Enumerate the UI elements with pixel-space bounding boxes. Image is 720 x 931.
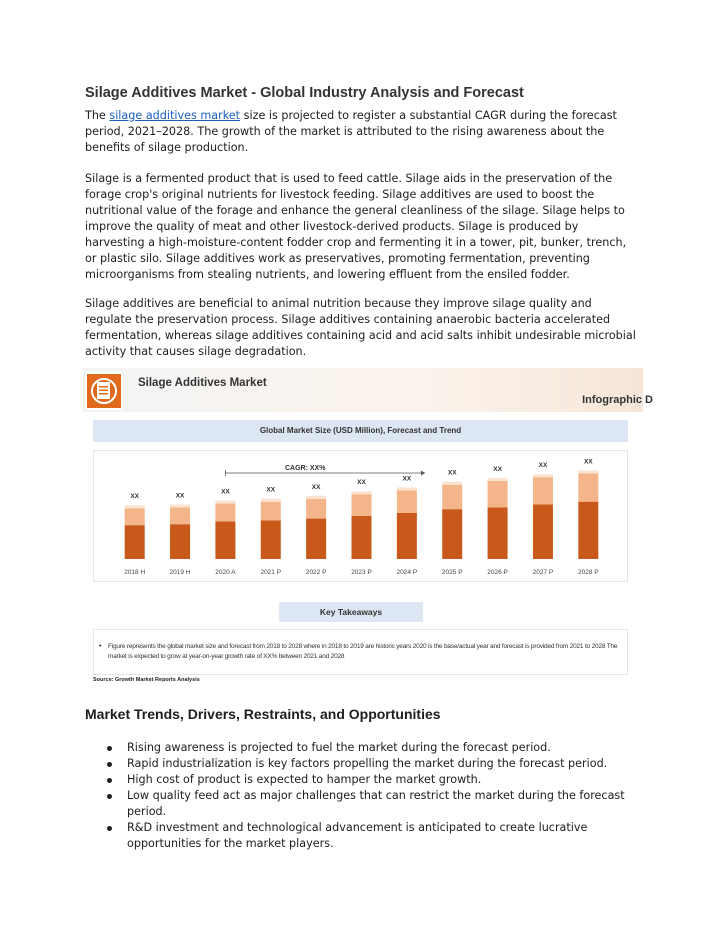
bullet-icon [107, 778, 112, 783]
data-label: XX [266, 486, 276, 494]
data-label: XX [357, 479, 366, 487]
infographic-title: Silage Additives Market [138, 377, 267, 389]
data-label: XX [493, 465, 502, 473]
data-label: XX [583, 458, 593, 466]
bar-segment-dark [397, 513, 417, 559]
bar-segment-dark [170, 524, 190, 559]
bar-segment-dark [533, 504, 553, 559]
infographic-subtitle: Infographic D [582, 394, 653, 406]
x-tick-label: 2019 H [169, 569, 191, 576]
x-tick-label: 2027 P [532, 569, 554, 576]
key-takeaways-box [93, 629, 628, 675]
cagr-arrow-head [421, 471, 425, 476]
bullet-icon [107, 762, 112, 767]
market-size-chart [93, 450, 628, 582]
infographic-header [83, 368, 653, 412]
bar-chart-svg [94, 451, 629, 583]
section-heading: Market Trends, Drivers, Restraints, and Opportunities [85, 706, 441, 722]
cagr-annotation: CAGR: XX% [284, 465, 326, 472]
data-label: XX [311, 483, 321, 491]
bar-segment-light [578, 473, 598, 501]
x-tick-label: 2020 A [215, 569, 236, 576]
bar-segment-light [125, 508, 145, 525]
intro-prefix: The [85, 109, 110, 122]
bar-segment-dark [306, 519, 326, 559]
list-item [85, 788, 645, 820]
bullet-icon [107, 746, 112, 751]
bar-segment-dark [125, 525, 145, 559]
document-icon [85, 372, 123, 410]
x-tick-label: 2022 P [305, 569, 327, 576]
bar-segment-dark [215, 521, 235, 559]
x-tick-label: 2028 P [578, 569, 599, 576]
key-takeaways-label: Key Takeaways [279, 602, 423, 622]
bar-cap [261, 499, 281, 502]
page-title: Silage Additives Market - Global Industry Analysis and Forecast [85, 85, 524, 101]
list-item-text: R&D investment and technological advancement is anticipated to create lucrative opportunities for the market players. [127, 821, 588, 850]
list-item-text: Rising awareness is projected to fuel the market during the forecast period. [127, 741, 551, 754]
intro-suffix: size is projected to register a substantial CAGR during the forecast period, 2021–2028. The growth of the market is attributed to the rising awareness about the benefits of silage production. [85, 109, 617, 154]
bar-segment-light [261, 502, 281, 521]
bar-segment-dark [352, 516, 372, 559]
silage-additives-market-link[interactable]: silage additives market [109, 109, 241, 122]
bar-cap [488, 478, 508, 481]
intro-paragraph [85, 108, 637, 156]
list-item [85, 820, 645, 852]
x-tick-label: 2025 P [441, 569, 463, 576]
list-item-text: Rapid industrialization is key factors propelling the market during the forecast period. [127, 757, 608, 770]
bar-segment-light [533, 477, 553, 504]
bullet-icon [107, 794, 112, 799]
list-item-text: High cost of product is expected to hamper the market growth. [127, 773, 482, 786]
x-tick-label: 2024 P [396, 569, 418, 576]
list-item [85, 740, 645, 756]
key-takeaway-text: Figure represents the global market size and forecast from 2018 to 2028 where in 2018 to 2019 are historic years 2020 is the base/actual year and forecast is provided from 2021 to 2028 The market is expected to grow at year-on-year growth rate of XX% between 2021 and 2028 [108, 643, 618, 660]
bullet-icon [107, 826, 112, 831]
data-label: XX [447, 469, 457, 477]
bar-segment-light [397, 490, 417, 513]
bar-segment-dark [488, 507, 508, 559]
bar-cap [533, 474, 553, 477]
list-item-text: Low quality feed act as major challenges that can restrict the market during the forecast period. [127, 789, 625, 818]
list-item [85, 756, 645, 772]
data-label: XX [402, 475, 412, 483]
data-label: XX [538, 462, 548, 470]
bar-segment-dark [261, 520, 281, 559]
x-tick-label: 2018 H [124, 569, 146, 576]
bar-cap [442, 482, 462, 485]
x-tick-label: 2023 P [351, 569, 372, 576]
chart-title: Global Market Size (USD Million), Forecast and Trend [93, 420, 628, 442]
bar-segment-light [306, 499, 326, 519]
market-infographic [83, 368, 653, 688]
data-label: XX [130, 493, 140, 501]
bar-segment-dark [578, 502, 598, 559]
bar-segment-light [352, 494, 372, 516]
bar-cap [306, 496, 326, 499]
x-tick-label: 2021 P [260, 569, 282, 576]
x-tick-label: 2026 P [487, 569, 508, 576]
bar-cap [215, 501, 235, 504]
bar-segment-dark [442, 509, 462, 559]
source-note: Source: Growth Market Reports Analysis [93, 677, 200, 683]
bullet-icon: • [99, 643, 102, 650]
data-label: XX [221, 488, 230, 496]
bar-cap [397, 487, 417, 490]
bar-segment-light [215, 504, 235, 522]
bar-segment-light [442, 485, 462, 509]
trends-list [85, 740, 645, 852]
bar-segment-light [170, 507, 190, 524]
bar-cap [170, 504, 190, 507]
silage-description-paragraph: Silage is a fermented product that is used to feed cattle. Silage aids in the preservation of the forage crop's original nutrients for livestock feeding. Silage additives are used to boost the nutritional value of the forage and enhance the general cleanliness of the silage. Silage helps to improve the quality of meat and other livestock-derived products. Silage is produced by harvesting a high-moisture-content fodder crop and fermenting it in a tower, pit, bunker, trench, or plastic silo. Silage additives work as preservatives, promoting fermentation, preventing microorganisms from stealing nutrients, and lowering effluent from the ensiled fodder. [85, 172, 627, 281]
silage-benefits-paragraph: Silage additives are beneficial to animal nutrition because they improve silage quality and regulate the preservation process. Silage additives containing anaerobic bacteria accelerated fermentation, whereas silage additives containing acid and acid salts inhibit undesirable microbial activity that causes silage degradation. [85, 297, 636, 358]
bar-cap [352, 491, 372, 494]
bar-cap [125, 505, 145, 508]
bar-cap [578, 470, 598, 473]
bar-segment-light [488, 481, 508, 507]
list-item [85, 772, 645, 788]
data-label: XX [175, 492, 185, 500]
